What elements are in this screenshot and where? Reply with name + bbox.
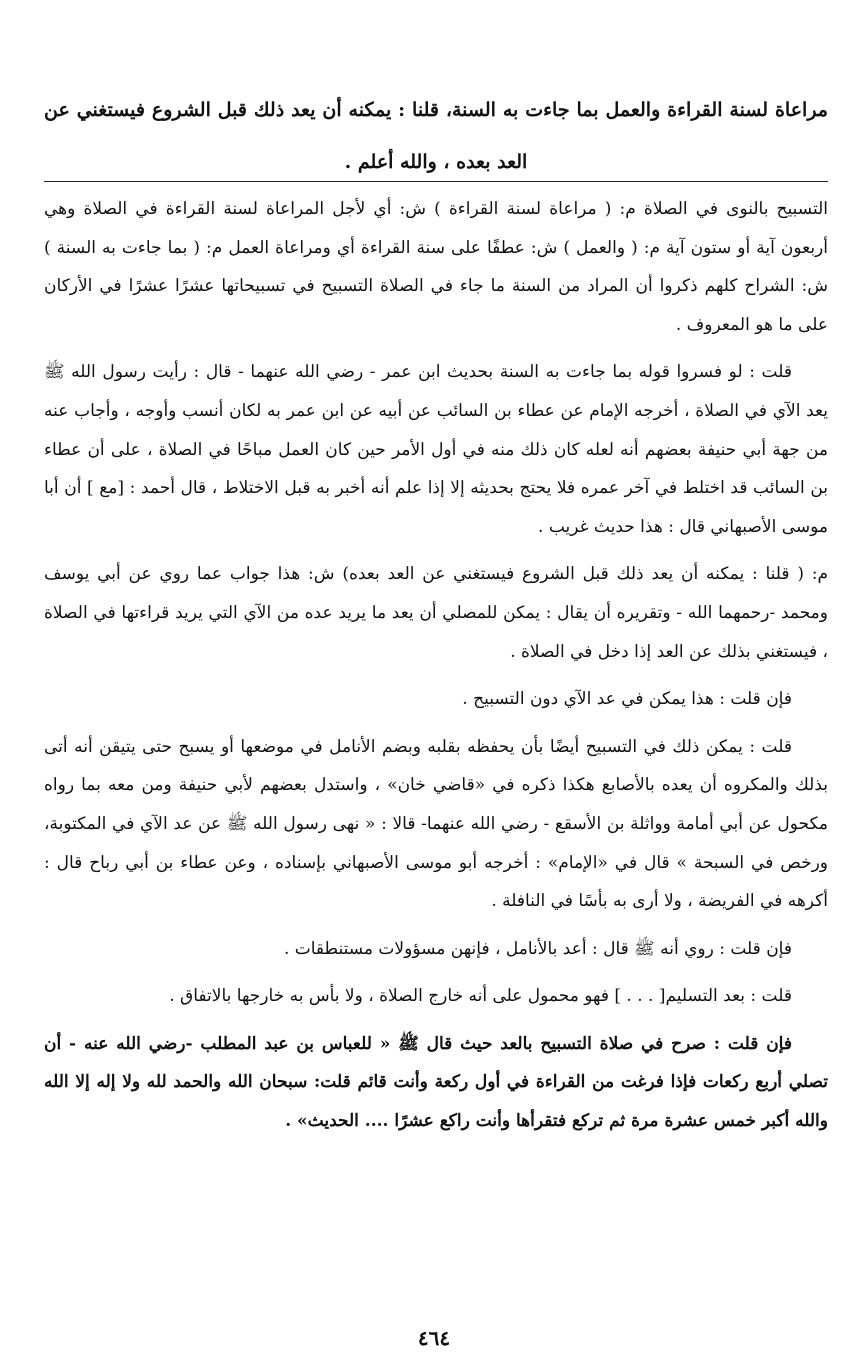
- paragraph: فإن قلت : هذا يمكن في عد الآي دون التسبيح .: [462, 689, 792, 710]
- paragraph: م: ( قلنا : يمكنه أن يعد ذلك قبل الشروع فيستغني عن العد بعده) ش: هذا جواب عما روي عن أبي يوسف ومحمد -رحمهما الله - وتقريره أن يقال : يمكن للمصلي أن يعد ما يريد عده من الآي التي يريد قراءتها في الصلاة ، فيستغني بذلك عن العد إذا دخل في الصلاة .: [44, 564, 828, 662]
- page-number: ٤٦٤: [417, 1326, 451, 1350]
- paragraph: فإن قلت : صرح في صلاة التسبيح بالعد حيث قال ﷺ « للعباس بن عبد المطلب -رضي الله عنه - أن تصلي أربع ركعات فإذا فرغت من القراءة في أول ركعة وأنت قائم قلت: سبحان الله والحمد لله ولا إله إلا الله والله أكبر خمس عشرة مرة ثم تركع فتقرأها وأنت راكع عشرًا .... الحديث» .: [44, 1033, 828, 1132]
- paragraph: التسبيح بالنوى في الصلاة م: ( مراعاة لسنة القراءة ) ش: أي لأجل المراعاة لسنة القراءة في الصلاة وهي أربعون آية أو ستون آية م: ( والعمل ) ش: عطفًا على سنة القراءة أي ومراعاة العمل م: ( بما جاءت به السنة ) ش: الشراح كلهم ذكروا أن المراد من السنة ما جاء في الصلاة التسبيح في تسبيحاتها عشرًا عشرًا في الأركان على ما هو المعروف .: [44, 199, 828, 335]
- paragraph: قلت : بعد التسليم[ . . . ] فهو محمول على أنه خارج الصلاة ، ولا بأس به خارجها بالاتفاق .: [169, 986, 792, 1007]
- paragraph: فإن قلت : روي أنه ﷺ قال : أعد بالأنامل ، فإنهن مسؤولات مستنطقات .: [283, 938, 792, 959]
- paragraph: قلت : يمكن ذلك في التسبيح أيضًا بأن يحفظه بقلبه وبضم الأنامل في موضعها أو يسبح حتى يتيقن أنه أتى بذلك والمكروه أن يعده بالأصابع هكذا ذكره في «قاضي خان» ، واستدل بعضهم لأبي حنيفة ومن معه بما رواه مكحول عن أبي أمامة وواثلة بن الأسقع - رضي الله عنهما- قالا : « نهى رسول الله ﷺ عن عد الآي في المكتوبة، ورخص في السبحة » قال في «الإمام» : أخرجه أبو موسى الأصبهاني بإسناده ، وعن عطاء بن أبي رباح قال : أكرهه في الفريضة ، ولا أرى به بأسًا في النافلة .: [44, 736, 828, 912]
- commentary-body: [44, 190, 828, 1141]
- matn-text: مراعاة لسنة القراءة والعمل بما جاءت به السنة، قلنا : يمكنه أن يعد ذلك قبل الشروع فيستغني عن العد بعده ، والله أعلم .: [44, 99, 828, 173]
- separator-rule: [44, 181, 828, 182]
- paragraph: قلت : لو فسروا قوله بما جاءت به السنة بحديث ابن عمر - رضي الله عنهما - قال : رأيت رسول الله ﷺ يعد الآي في الصلاة ، أخرجه الإمام عن عطاء بن السائب عن أبيه عن ابن عمر به لكان أنسب وأوجه ، وأجاب عنه من جهة أبي حنيفة بعضهم أنه لعله كان ذلك منه في أول الأمر حين كان العمل مباحًا في الصلاة ، على أن عطاء بن السائب قد اختلط في آخر عمره فلا يحتج بحديثه إلا إذا علم أنه أخبر به قبل الاختلاط ، قال أحمد : [مع ] أن أبا موسى الأصبهاني قال : هذا حديث غريب .: [44, 362, 828, 537]
